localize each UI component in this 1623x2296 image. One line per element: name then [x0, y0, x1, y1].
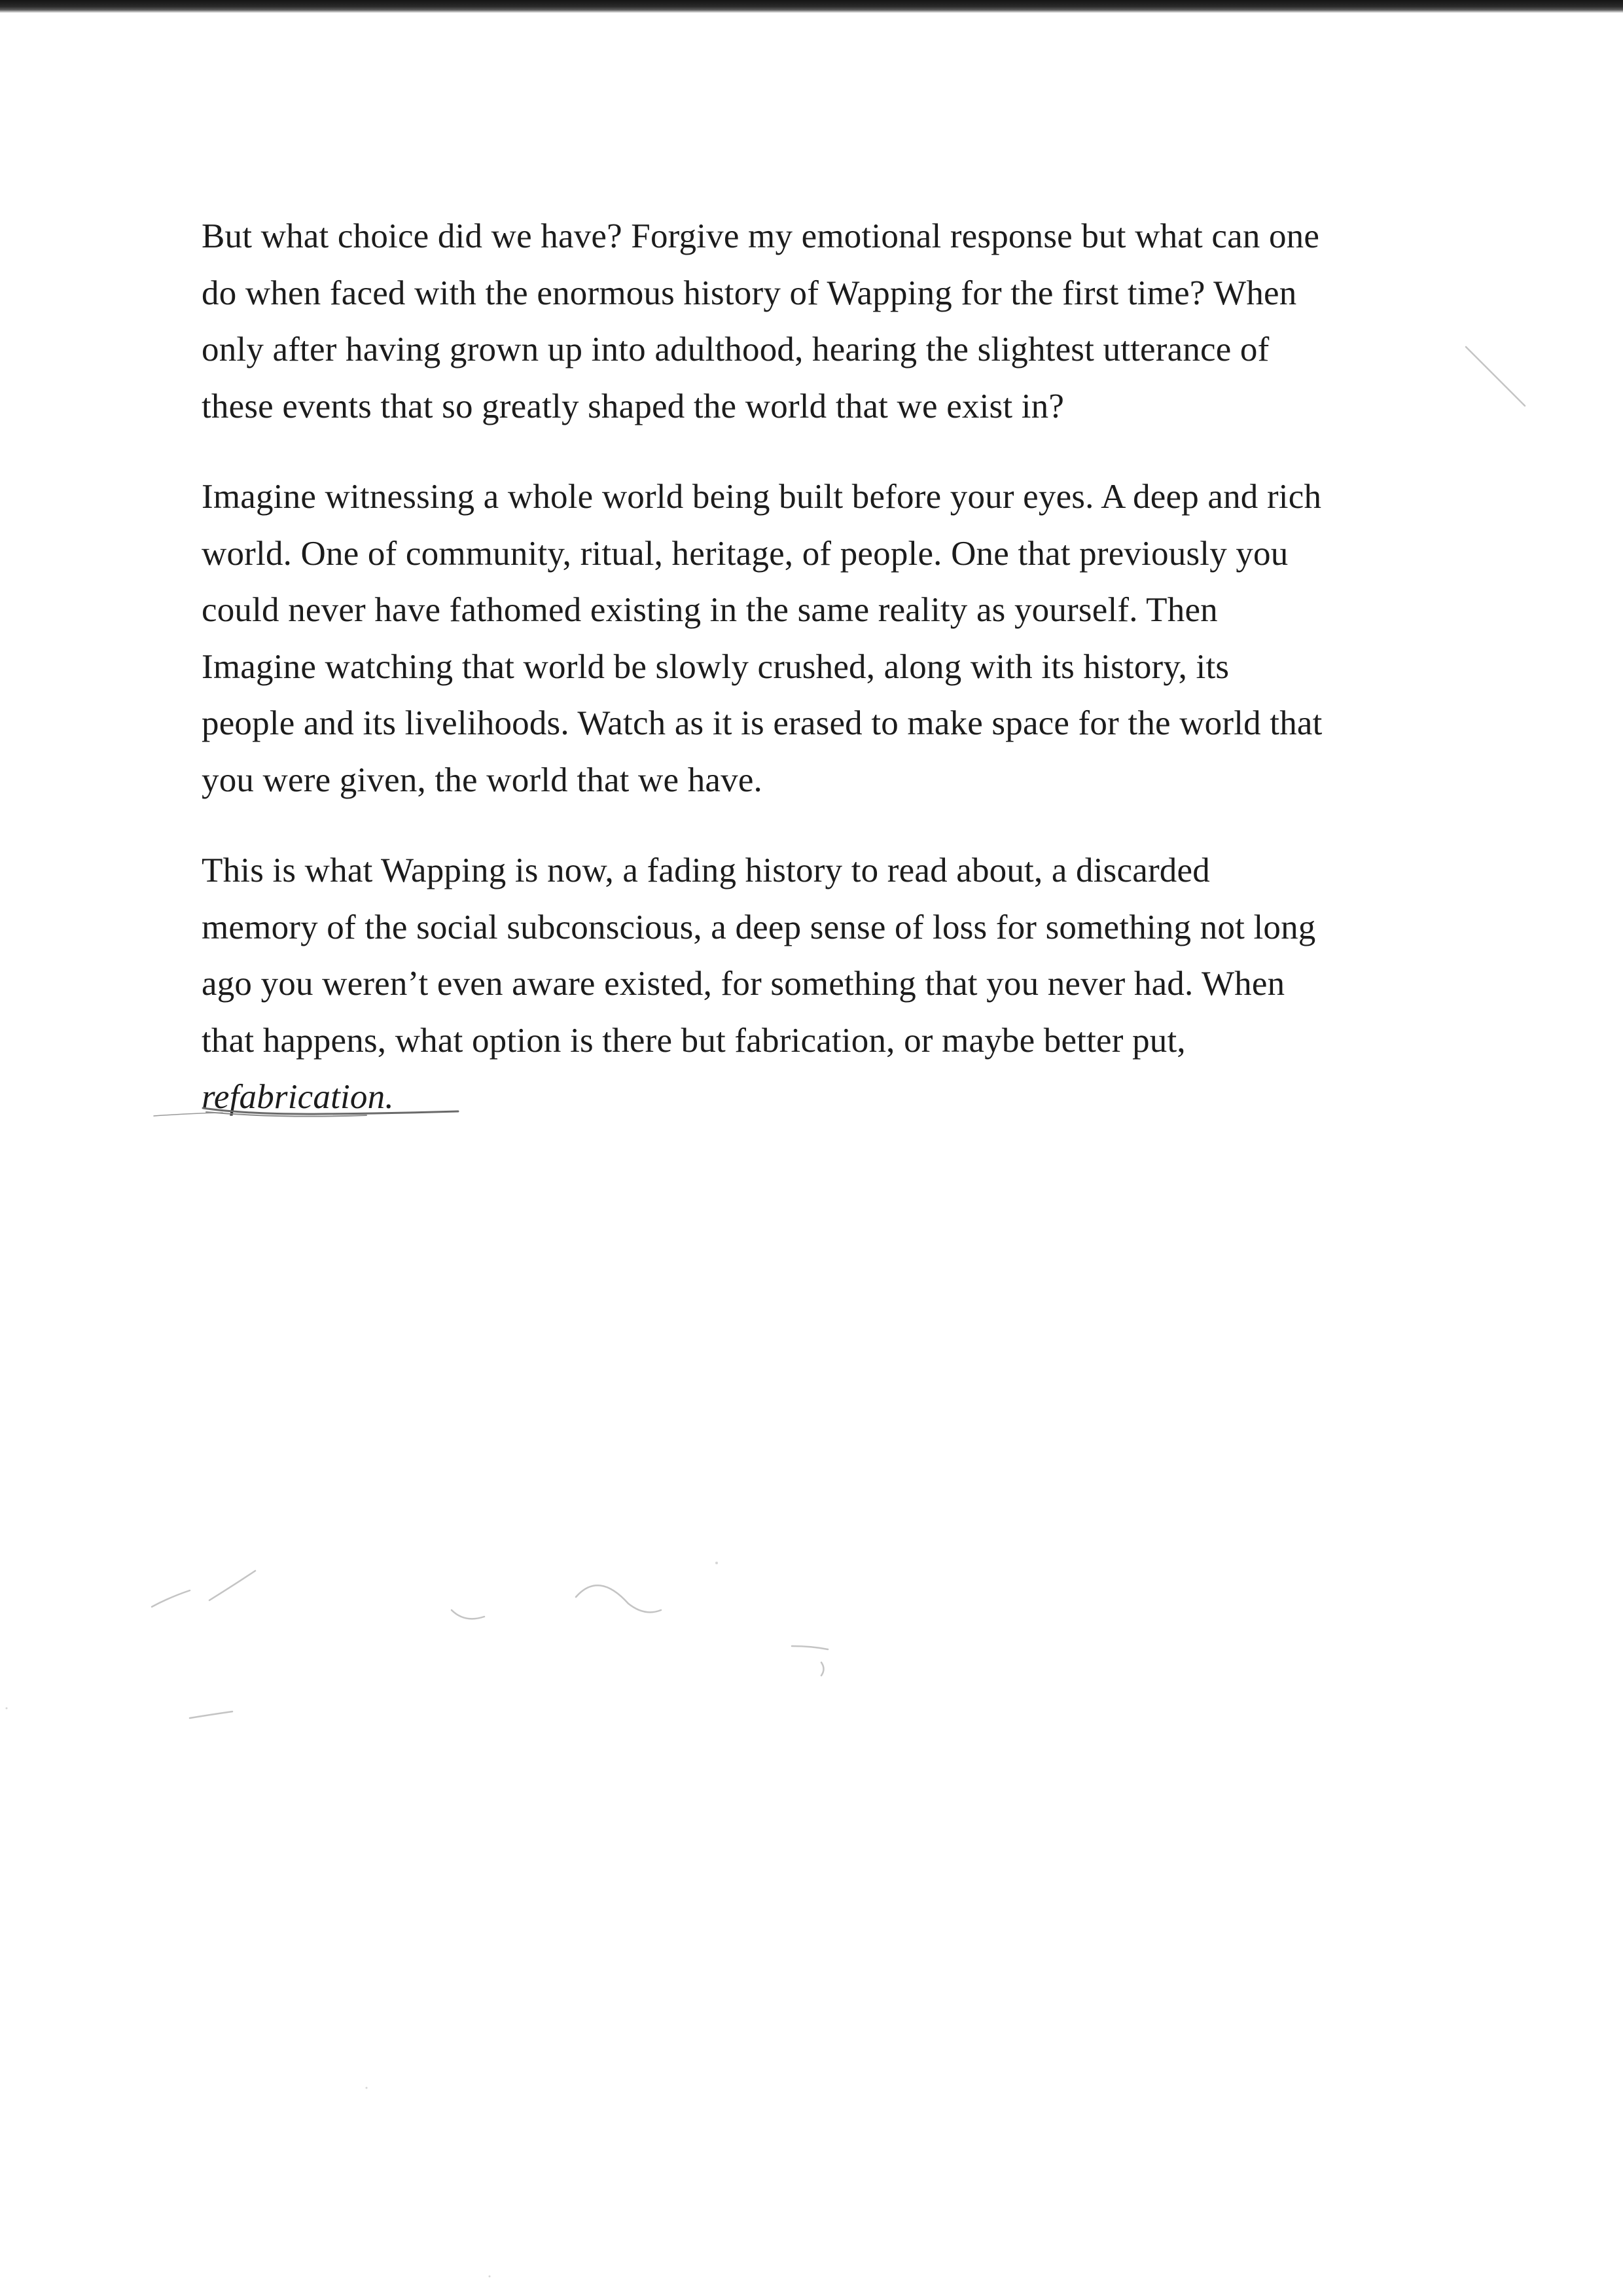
- closing-word: refabrication.: [202, 1078, 394, 1116]
- scan-top-edge: [0, 0, 1623, 13]
- paragraph-3-text: This is what Wapping is now, a fading history to read about, a discarded memory of the social subconscious, a deep sense of loss for something not long ago you weren’t even aware existed, for something that you never had. When that happens, what option is there but fabrication, or maybe better put,: [202, 852, 1316, 1060]
- pen-underline: [151, 1090, 465, 1129]
- document-body: [202, 208, 1445, 1160]
- paragraph-2: Imagine witnessing a whole world being built before your eyes. A deep and rich world. One of community, ritual, heritage, of people. One that previously you could never have fathomed existing in the same reality as yourself. Then Imagine watching that world be slowly crushed, along with its history, its people and its livelihoods. Watch as it is erased to make space for the world that you were given, the world that we have.: [202, 478, 1323, 799]
- paragraph-1: But what choice did we have? Forgive my emotional response but what can one do when faced with the enormous history of Wapping for the first time? When only after having grown up into adulthood, hearing the slightest utterance of these events that so greatly shaped the world that we exist in?: [202, 217, 1320, 425]
- paragraph-3: [202, 842, 1445, 1126]
